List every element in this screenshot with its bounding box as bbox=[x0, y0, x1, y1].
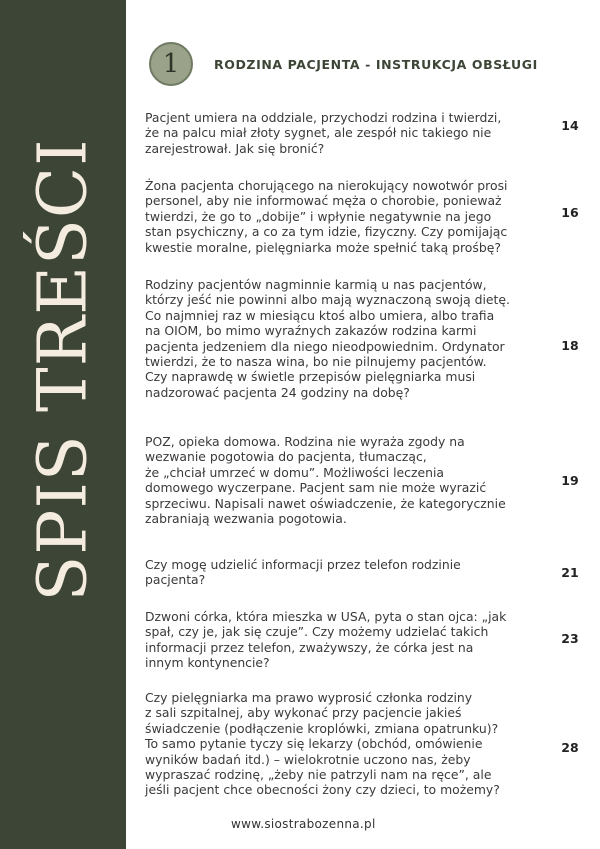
toc-heading: SPIS TREŚCI bbox=[23, 138, 102, 602]
chapter-number-badge: 1 bbox=[149, 42, 193, 86]
toc-entry-page: 28 bbox=[561, 740, 579, 755]
toc-entry-page: 18 bbox=[561, 338, 579, 353]
toc-entry-page: 14 bbox=[561, 118, 579, 133]
toc-entry-page: 21 bbox=[561, 565, 579, 580]
toc-entry-text: Rodziny pacjentów nagminnie karmią u nas pacjentów, którzy jeść nie powinni albo mają wyznaczoną swoją dietę. Co najmniej raz w miesiącu ktoś albo umiera, albo trafia na OIOM, bo mimo wyraźnych zakazów rodzina karmi pacjenta jedzeniem dla niego nieodpowiednim. Ordynator twierdzi, że to nasza wina, bo nie pilnujemy pacjentów. Czy naprawdę w świetle przepisów pielęgniarka musi nadzorować pacjenta 24 godziny na dobę? bbox=[145, 277, 510, 400]
toc-entry-text: Pacjent umiera na oddziale, przychodzi rodzina i twierdzi, że na palcu miał złoty sygnet, ale zespół nic takiego nie zarejestrował. Jak się bronić? bbox=[145, 110, 502, 156]
toc-entry-page: 16 bbox=[561, 205, 579, 220]
toc-entry-page: 19 bbox=[561, 473, 579, 488]
toc-entry-text: Czy pielęgniarka ma prawo wyprosić członka rodziny z sali szpitalnej, aby wykonać przy pacjencie jakieś świadczenie (podłączenie kroplówki, zmiana opatrunku)? To samo pytanie tyczy się lekarzy (obchód, omówienie wyników badań itd.) – wielokrotnie uczono nas, żeby wypraszać rodzinę, „żeby nie patrzyli nam na ręce”, ale jeśli pacjent chce obecności żony czy dzieci, to możemy? bbox=[145, 690, 500, 798]
toc-entry-text: Żona pacjenta chorującego na nierokujący nowotwór prosi personel, aby nie informować męża o chorobie, ponieważ twierdzi, że go to „dobije” i wpłynie negatywnie na jego stan psychiczny, a co za tym idzie, fizyczny. Czy pomijając kwestie moralne, pielęgniarka może spełnić taką prośbę? bbox=[145, 178, 508, 255]
footer-website: www.siostrabozenna.pl bbox=[231, 817, 376, 831]
toc-entry-text: Czy mogę udzielić informacji przez telefon rodzinie pacjenta? bbox=[145, 557, 461, 588]
toc-entry-page: 23 bbox=[561, 631, 579, 646]
toc-entry-text: POZ, opieka domowa. Rodzina nie wyraża zgody na wezwanie pogotowia do pacjenta, tłumacząc, że „chciał umrzeć w domu”. Możliwości leczenia domowego wyczerpane. Pacjent sam nie może wyrazić sprzeciwu. Napisali nawet oświadczenie, że kategorycznie zabraniają wezwania pogotowia. bbox=[145, 434, 506, 527]
sidebar bbox=[0, 0, 126, 849]
chapter-title: RODZINA PACJENTA - INSTRUKCJA OBSŁUGI bbox=[214, 57, 538, 72]
toc-entry-text: Dzwoni córka, która mieszka w USA, pyta o stan ojca: „jak spał, czy je, jak się czuje”. Czy możemy udzielać takich informacji przez telefon, zważywszy, że córka jest na innym kontynencie? bbox=[145, 609, 507, 671]
